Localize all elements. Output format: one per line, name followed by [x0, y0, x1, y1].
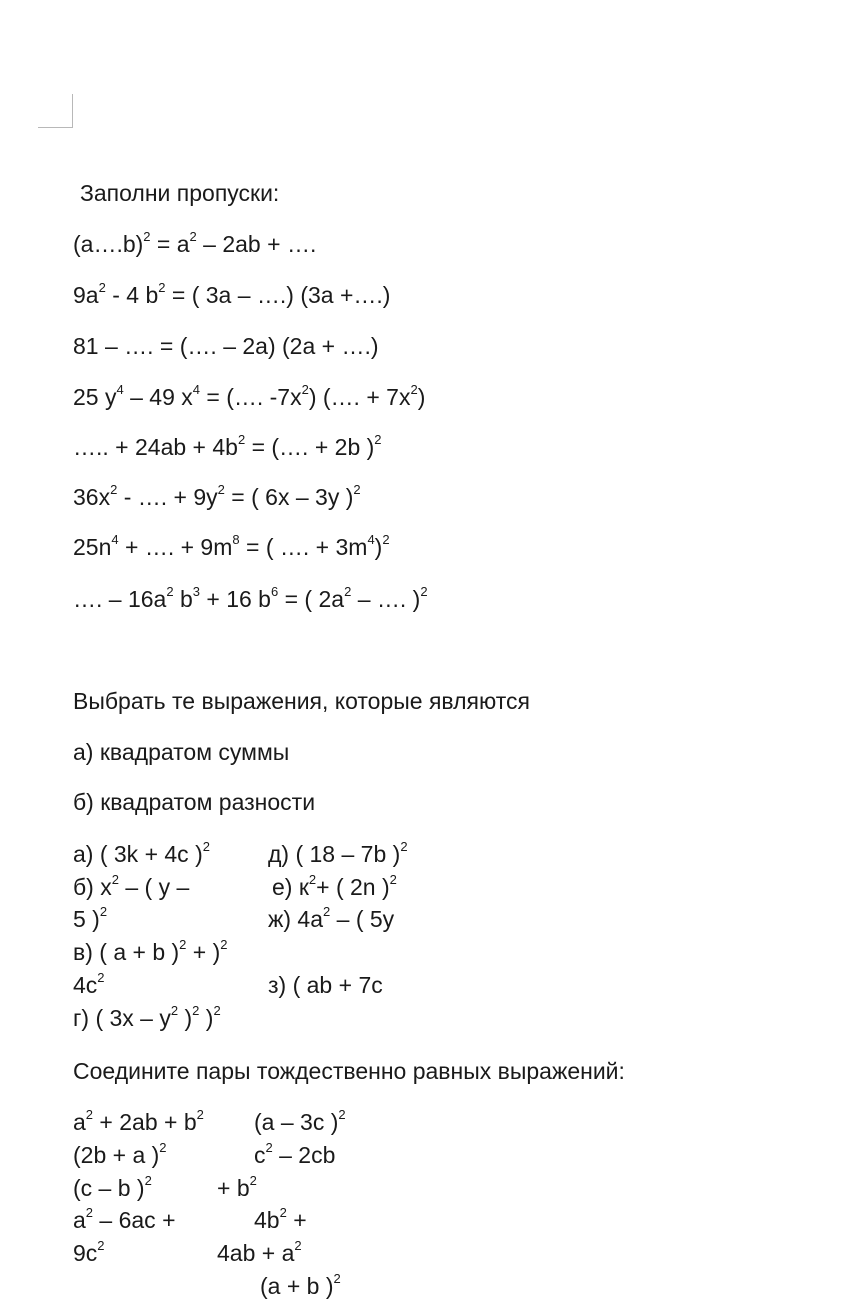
expr-left-3: 5 )$^2$	[73, 904, 108, 932]
exponent: 2	[249, 1173, 257, 1188]
section2-heading: Выбрать те выражения, которые являются	[73, 688, 530, 714]
page-margin-corner-mark	[38, 94, 73, 128]
exponent: 2	[344, 584, 352, 599]
exponent: 2	[189, 229, 197, 244]
pair-left-4: $a^2 - 6ac$ +	[73, 1205, 176, 1233]
exponent: 2	[308, 872, 317, 887]
exponent: 2	[389, 872, 397, 887]
exponent: 4	[192, 382, 200, 397]
fill-line-3: 81 – …. = (…. – 2a) (2a + ….)	[73, 333, 379, 359]
exponent: 2	[85, 1205, 94, 1220]
exponent: 2	[97, 1238, 105, 1253]
exponent: 2	[170, 1003, 179, 1018]
exponent: 2	[265, 1140, 273, 1155]
exponent: 2	[333, 1271, 341, 1286]
section1-heading: Заполни пропуски:	[80, 180, 280, 206]
exponent: 2	[420, 584, 428, 599]
fill-line-2: $9a^2 - 4$ $b^2$ = ( 3a – ….) (3a +….)	[73, 280, 391, 308]
exponent: 2	[144, 1173, 152, 1188]
expr-left-1: а) ( 3k + 4c )$^2$	[73, 839, 210, 867]
pair-right-6: (a + b )$^2$	[260, 1271, 341, 1299]
exponent: 2	[202, 839, 210, 854]
pair-left-1: $a^2 + 2ab + b^2$	[73, 1107, 204, 1135]
exponent: 2	[111, 872, 119, 887]
exponent: 2	[323, 904, 331, 919]
expr-right-4: з) ( ab + 7c	[268, 972, 383, 998]
expr-right-2: е) $к^2+$ ( 2n )$^2$	[272, 872, 397, 900]
exponent: 2	[213, 1003, 221, 1018]
exponent: 4	[116, 382, 124, 397]
exponent: 8	[232, 532, 240, 547]
exponent: 2	[301, 382, 309, 397]
exponent: 2	[143, 229, 151, 244]
fill-line-4: 25 $y^4 - 49$ $x^4$ = (…. $-7x^2$) (…. + $7x^2$)	[73, 382, 426, 410]
pair-left-3: (c – b )$^2$	[73, 1173, 152, 1201]
pair-left-2: (2b + a )$^2$	[73, 1140, 167, 1168]
section2-option-a: а) квадратом суммы	[73, 739, 290, 765]
exponent: 2	[192, 1003, 200, 1018]
expr-right-3: ж) $4a^2$ – ( 5y	[268, 904, 395, 932]
pair-right-2: $c^2 - 2cb$	[254, 1140, 336, 1168]
fill-line-7: $25n^4$ + …. + $9m^8$ = ( …. + $3m^4)^2$	[73, 532, 390, 560]
exponent: 6	[270, 584, 279, 599]
exponent: 2	[196, 1107, 204, 1122]
exponent: 2	[110, 482, 118, 497]
exponent: 2	[279, 1205, 287, 1220]
exponent: 2	[179, 937, 187, 952]
exponent: 2	[85, 1107, 94, 1122]
exponent: 2	[294, 1238, 302, 1253]
pair-right-1: (a – 3c )$^2$	[254, 1107, 346, 1135]
expr-left-2: б) $x^2$ – ( y –	[73, 872, 190, 900]
exponent: 2	[217, 482, 225, 497]
exponent: 2	[410, 382, 418, 397]
exponent: 4	[111, 532, 119, 547]
exponent: 2	[382, 532, 390, 547]
fill-line-6: $36x^2$ - …. + $9y^2$ = ( 6x – 3y )$^2$	[73, 482, 361, 510]
fill-line-5: ….. + $24ab + 4b^2$ = (…. + 2b )$^2$	[73, 432, 382, 460]
exponent: 2	[220, 937, 228, 952]
expr-right-1: д) ( 18 – 7b )$^2$	[268, 839, 408, 867]
exponent: 2	[98, 280, 106, 295]
section3-heading: Соедините пары тождественно равных выражений:	[73, 1058, 625, 1084]
exponent: 2	[159, 1140, 167, 1155]
pair-left-5: $9c^2$	[73, 1238, 105, 1266]
exponent: 3	[192, 584, 200, 599]
expr-left-5: $4c^2$	[73, 970, 105, 998]
exponent: 2	[353, 482, 361, 497]
fill-line-8: …. – $16a^2$ $b^3 + 16$ $b^6$ = ( $2a^2$ – …. )$^2$	[73, 584, 428, 612]
exponent: 2	[400, 839, 408, 854]
expr-left-6: г) ( $3x - y^2$ )$^2$ )$^2$	[73, 1003, 221, 1031]
fill-line-1: (a….b)$^2$ = $a^2 - 2ab$ + ….	[73, 229, 317, 257]
pair-right-4: $4b^2$ +	[254, 1205, 307, 1233]
exponent: 2	[338, 1107, 346, 1122]
pair-right-5: $4ab + a^2$	[217, 1238, 302, 1266]
pair-right-3: + $b^2$	[217, 1173, 257, 1201]
expr-left-4: в) ( a + b )$^2$ + )$^2$	[73, 937, 228, 965]
exponent: 2	[374, 432, 382, 447]
exponent: 2	[97, 970, 105, 985]
exponent: 2	[237, 432, 246, 447]
exponent: 2	[158, 280, 166, 295]
section2-option-b: б) квадратом разности	[73, 789, 316, 815]
exponent: 2	[166, 584, 174, 599]
exponent: 2	[99, 904, 108, 919]
exponent: 4	[367, 532, 375, 547]
